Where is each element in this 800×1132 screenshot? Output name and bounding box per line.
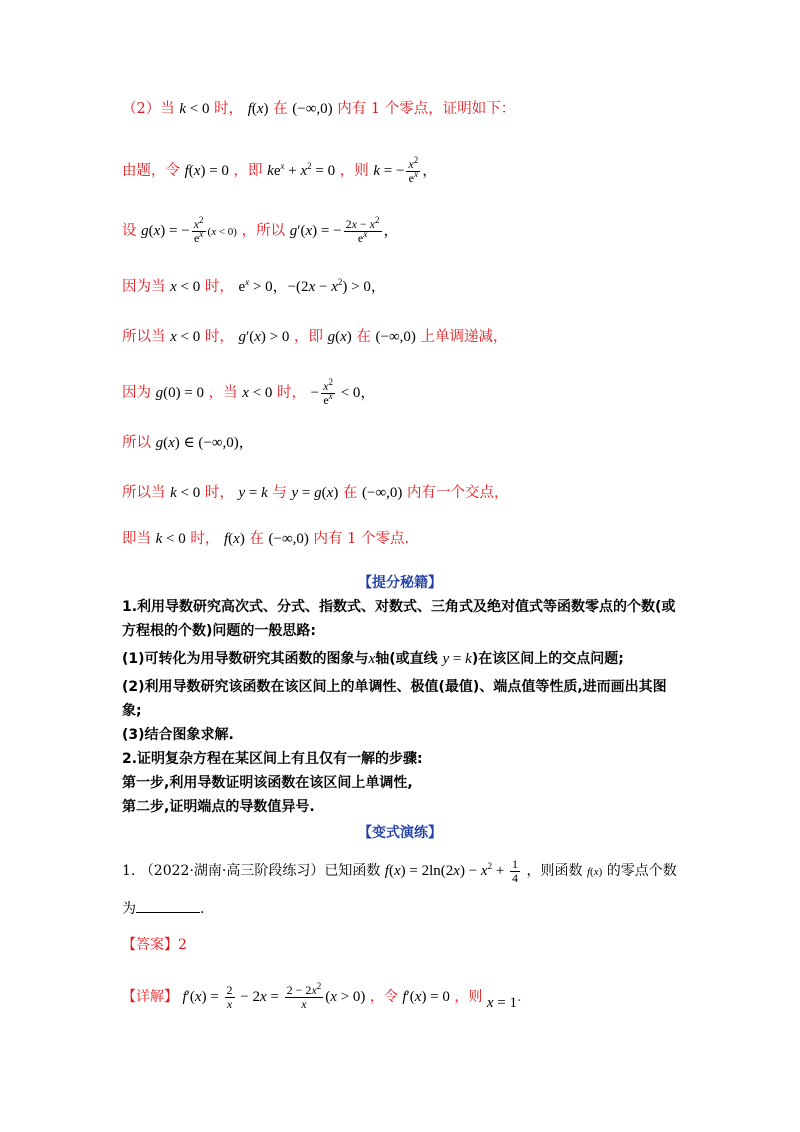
math-range: g(x) ∈ (−∞,0)， [155,435,254,451]
proof-line-8 [122,482,509,504]
exercise-question [122,858,677,885]
period: . [516,988,522,1005]
text: ，即 [294,329,323,345]
text: 在 [273,101,288,117]
math-k-lt-0: k < 0 [179,101,210,117]
tips-p1b [122,620,316,642]
text: . [200,901,205,917]
text: ，当 [208,384,238,401]
detail-line [122,981,522,1011]
math-interval: (−∞,0) [292,101,333,117]
tips-p3 [122,676,667,698]
exercise-heading: 【变式演练】 [358,825,442,841]
math-x-eq-1: x = 1 [486,994,517,1011]
text: 在 [356,329,371,345]
proof-line-9 [122,528,409,550]
tips-p7 [122,796,315,818]
text: 2.证明复杂方程在某区间上有且仅有一解的步骤: [122,751,423,767]
text: ，则 [454,988,483,1005]
detail-tag: 【详解】 [122,988,178,1005]
text: 即当 [122,531,151,547]
text: (2)利用导数研究该函数在该区间上的单调性、极值(最值)、端点值等性质,进而画出其图 [122,679,667,695]
math-x-lt-0: x < 0 [170,329,201,345]
question-source: （2022·湖南·高三阶段练习）已知函数 [139,862,381,879]
text: ，即 [233,162,263,179]
proof-line-7 [122,432,254,454]
proof-line-6 [122,377,376,407]
tips-p4 [122,724,234,746]
text: 方程根的个数)问题的一般思路: [122,623,316,639]
math-fx: f(x) [223,531,245,547]
math-fprime: f′(x) = $\frac{2}{x}$ − 2x = $\frac{2 - 2x^2}{x}$ (x > 0) [182,981,366,1011]
text: 象; [122,703,142,719]
text: 由题，令 [122,162,180,179]
tips-p6 [122,772,413,794]
question-number: 1. [122,862,136,879]
tips-p1 [122,596,675,618]
text: 为 [122,901,136,917]
math-fx-eq-0: f(x) = 0 [184,162,229,179]
math-interval: (−∞,0) [362,485,403,501]
text: 所以当 [122,485,166,501]
math-gprime: g′(x) = − $\frac{2x - x^2}{e^x}$ ， [289,215,399,245]
math-gx-def: g(x) = − $\frac{x^2}{e^x}$ (x < 0) [141,215,237,245]
exercise-question-line2 [122,898,204,920]
text: )在该区间上的交点问题; [471,651,624,667]
math-gx: g(x) [327,329,352,345]
text: 第二步,证明端点的导数值异号. [122,799,315,815]
math-equation: $ke^x + x^2 = 0$ [267,160,336,179]
text: 所以 [122,435,151,451]
math-g0: g(0) = 0 [155,384,205,401]
math-y-eq-gx: y = g(x) [291,485,339,501]
math-k-lt-0: k < 0 [155,531,186,547]
text: ，所以 [241,222,286,239]
text: ，则 [339,162,369,179]
math-ex-gt-0: $e^x > 0$，$-(2x - x^2) > 0$， [238,277,386,295]
answer-value: 2 [178,937,187,953]
text: 因为 [122,384,151,401]
text: 上单调递减， [420,329,508,345]
text: 内有 1 个零点. [313,531,410,547]
proof-line-5 [122,326,508,348]
proof-line-1 [122,98,515,120]
text: 时， [204,485,234,501]
proof-line-2 [122,155,438,185]
math-interval: (−∞,0) [375,329,416,345]
math-y-eq-k: y = k [442,651,472,667]
text: 与 [272,485,287,501]
text: ，令 [369,988,398,1005]
answer-blank [136,898,200,913]
answer-tag: 【答案】 [122,937,178,953]
text: 设 [122,222,137,239]
text: 所以当 [122,329,166,345]
answer-line [122,934,187,956]
text: 内有一个交点， [407,485,509,501]
text: 在 [342,485,358,501]
text: 第一步,利用导数证明该函数在该区间上单调性, [122,775,413,791]
text: 轴(或直线 [375,651,438,667]
proof-line-3 [122,215,399,245]
proof-line-4 [122,276,386,298]
tips-heading: 【提分秘籍】 [358,575,442,591]
math-fx: f(x) [586,865,603,878]
text: 时， [204,279,234,295]
text: 时， [277,384,307,401]
text: (3)结合图象求解. [122,727,234,743]
math-k-expr: k = − $\frac{x^2}{e^x}$ ， [373,155,438,185]
math-x-lt-0: x < 0 [170,279,201,295]
math-x: x [368,651,376,667]
math-neg-frac: − $\frac{x^2}{e^x}$ < 0， [310,377,376,407]
text: (1)可转化为用导数研究其函数的图象与 [122,651,369,667]
math-fprime-eq-0: f′(x) = 0 [402,988,450,1005]
text: 内有 1 个零点，证明如下： [337,101,516,117]
tips-p5 [122,748,423,770]
text: 时， [190,531,220,547]
math-gprime-gt-0: g′(x) > 0 [238,329,290,345]
math-x-lt-0: x < 0 [242,384,273,401]
tips-p3b [122,700,142,722]
math-y-eq-k: y = k [238,485,268,501]
tips-p2 [122,648,624,670]
text: 的零点个数 [606,862,677,879]
text: 在 [249,531,264,547]
math-fx-def: $f(x) = 2\ln(2x) - x^2$ + $\frac{1}{4}$ [384,857,519,885]
text: ，则函数 [526,862,583,879]
text: 时， [204,329,234,345]
text: 因为当 [122,279,166,295]
math-fx: f(x) [247,101,269,117]
text: 1.利用导数研究高次式、分式、指数式、对数式、三角式及绝对值式等函数零点的个数(或 [122,599,676,615]
text: （2）当 [122,101,175,117]
text: 时， [214,101,244,117]
math-k-lt-0: k < 0 [170,485,201,501]
math-interval: (−∞,0) [268,531,309,547]
